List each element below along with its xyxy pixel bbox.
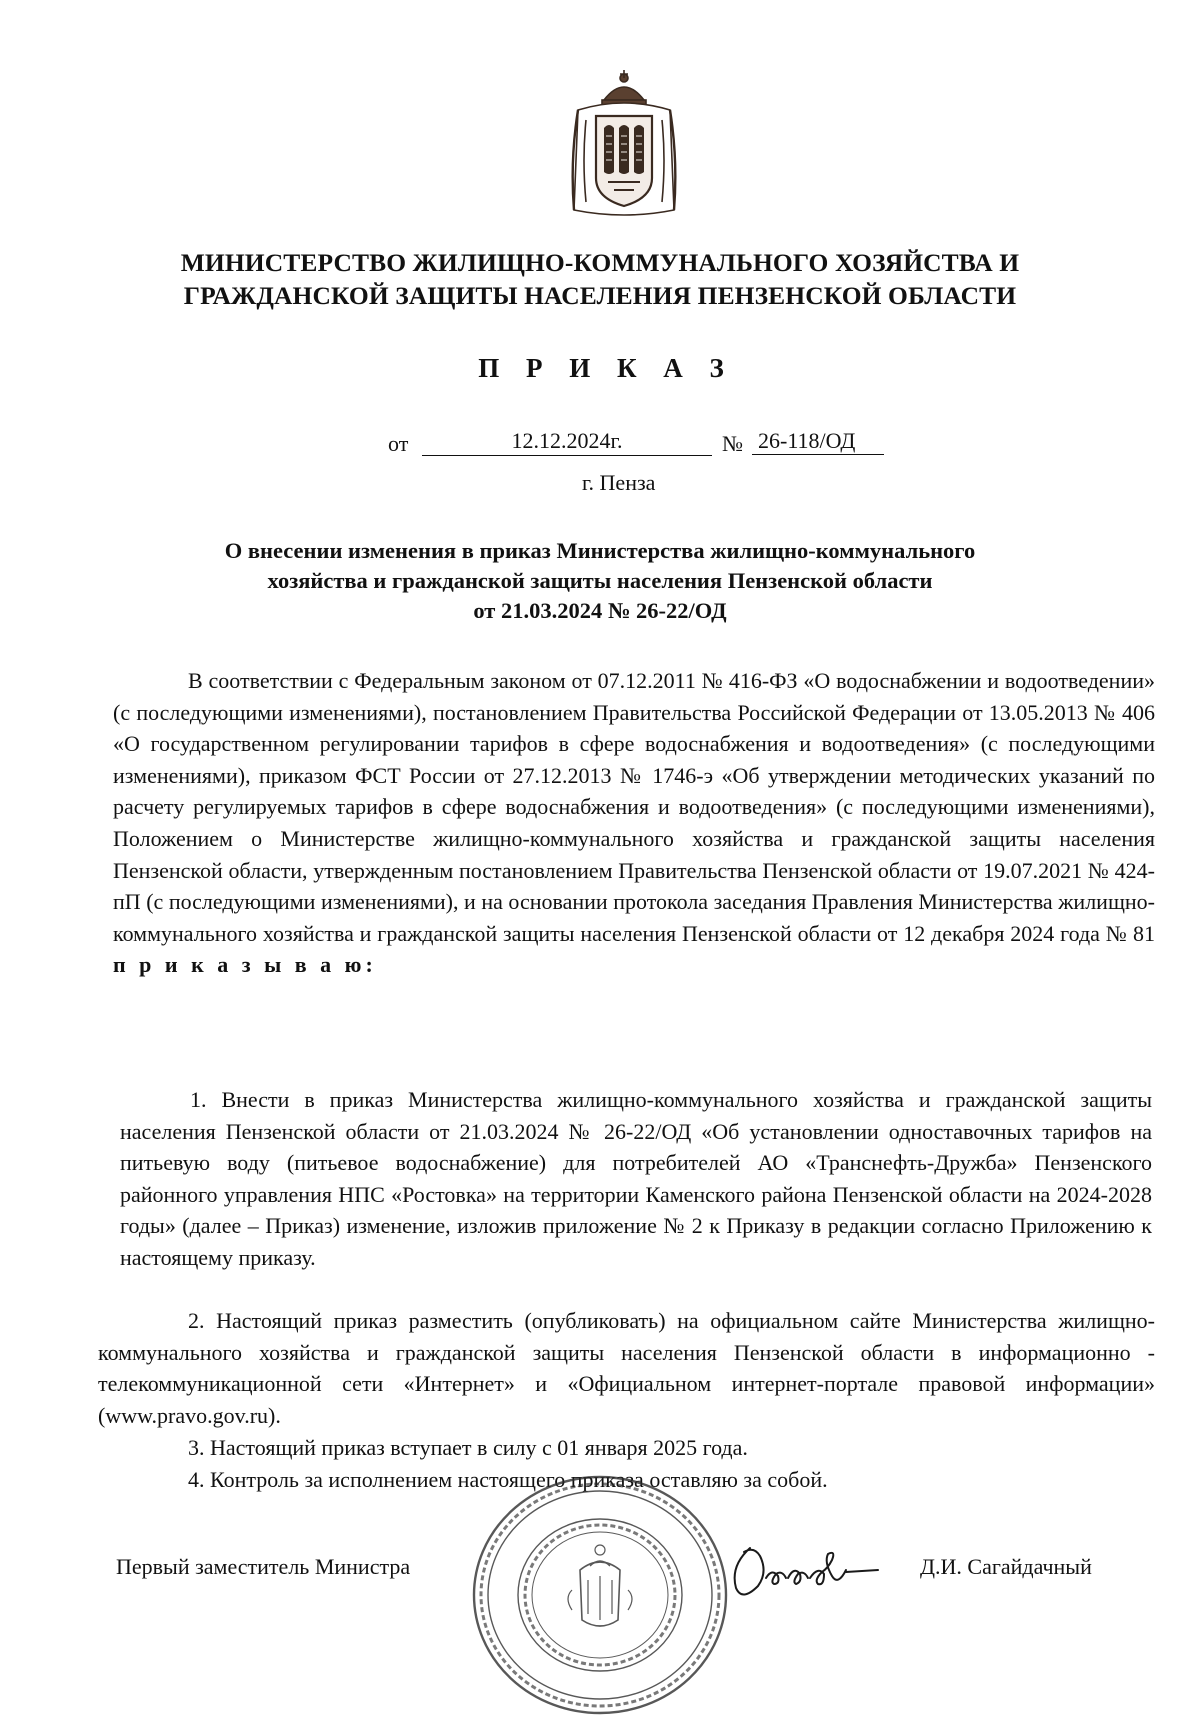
order-word: п р и к а з ы в а ю:	[113, 952, 377, 978]
order-subject	[140, 536, 1060, 626]
order-item-4: 4. Контроль за исполнением настоящего приказа оставляю за собой.	[188, 1467, 828, 1492]
penza-coat-of-arms-icon	[568, 70, 680, 220]
preamble-paragraph	[113, 665, 1155, 981]
order-date: 12.12.2024г.	[422, 425, 712, 456]
order-item-1: 1. Внести в приказ Министерства жилищно-коммунального хозяйства и гражданской защиты населения Пензенской области от 21.03.2024 № 26-22/ОД «Об установлении одноставочных тарифов на питьевую воду (питьевое водоснабжение) для потребителей АО «Транснефть-Дружба» Пензенского районного управления НПС «Ростовка» на территории Каменского района Пензенской области на 2024-2028 годы» (далее – Приказ) изменение, изложив приложение № 2 к Приказу в редакции согласно Приложению к настоящему приказу.	[120, 1087, 1152, 1270]
order-item-3: 3. Настоящий приказ вступает в силу с 01 января 2025 года.	[188, 1435, 748, 1460]
subject-line-1: О внесении изменения в приказ Министерства жилищно-коммунального	[224, 538, 976, 563]
subject-line-3: от 21.03.2024 № 26-22/ОД	[473, 598, 727, 623]
ministry-name	[100, 246, 1100, 312]
city: г. Пенза	[582, 470, 656, 495]
number-sign: №	[722, 431, 743, 456]
subject-line-2: хозяйства и гражданской защиты населения Пензенской области	[267, 568, 933, 593]
date-prefix: от	[388, 431, 409, 456]
document-type-title: П Р И К А З	[478, 353, 734, 383]
handwritten-signature-icon	[728, 1526, 928, 1606]
ministry-name-line-1: МИНИСТЕРСТВО ЖИЛИЩНО-КОММУНАЛЬНОГО ХОЗЯЙСТВА И	[180, 248, 1020, 277]
signatory-name: Д.И. Сагайдачный	[920, 1554, 1092, 1579]
official-round-stamp-icon	[468, 1470, 732, 1720]
order-number: 26-118/ОД	[752, 425, 884, 455]
date-number-line	[0, 425, 1200, 461]
preamble-text: В соответствии с Федеральным законом от 07.12.2011 № 416-ФЗ «О водоснабжении и водоотведении» (с последующими изменениями), постановлением Правительства Российской Федерации от 13.05.2013 № 406 «О государственном регулировании тарифов в сфере водоснабжения и водоотведения» (с последующими изменениями), приказом ФСТ России от 27.12.2013 № 1746-э «Об утверждении методических указаний по расчету регулируемых тарифов в сфере водоснабжения и водоотведения» (с последующими изменениями), Положением о Министерстве жилищно-коммунального хозяйства и гражданской защиты населения Пензенской области, утвержденным постановлением Правительства Пензенской области от 19.07.2021 № 424-пП (с последующими изменениями), и на основании протокола заседания Правления Министерства жилищно-коммунального хозяйства и гражданской защиты населения Пензенской области от 12 декабря 2024 года № 81	[113, 668, 1155, 946]
signatory-position: Первый заместитель Министра	[116, 1554, 411, 1579]
ministry-name-line-2: ГРАЖДАНСКОЙ ЗАЩИТЫ НАСЕЛЕНИЯ ПЕНЗЕНСКОЙ ОБЛАСТИ	[183, 281, 1017, 310]
order-item-2: 2. Настоящий приказ разместить (опубликовать) на официальном сайте Министерства жилищно-коммунального хозяйства и гражданской защиты населения Пензенской области в информационно - телекоммуникационной сети «Интернет» и «Официальном интернет-портале правовой информации» (www.pravo.gov.ru).	[98, 1308, 1155, 1428]
